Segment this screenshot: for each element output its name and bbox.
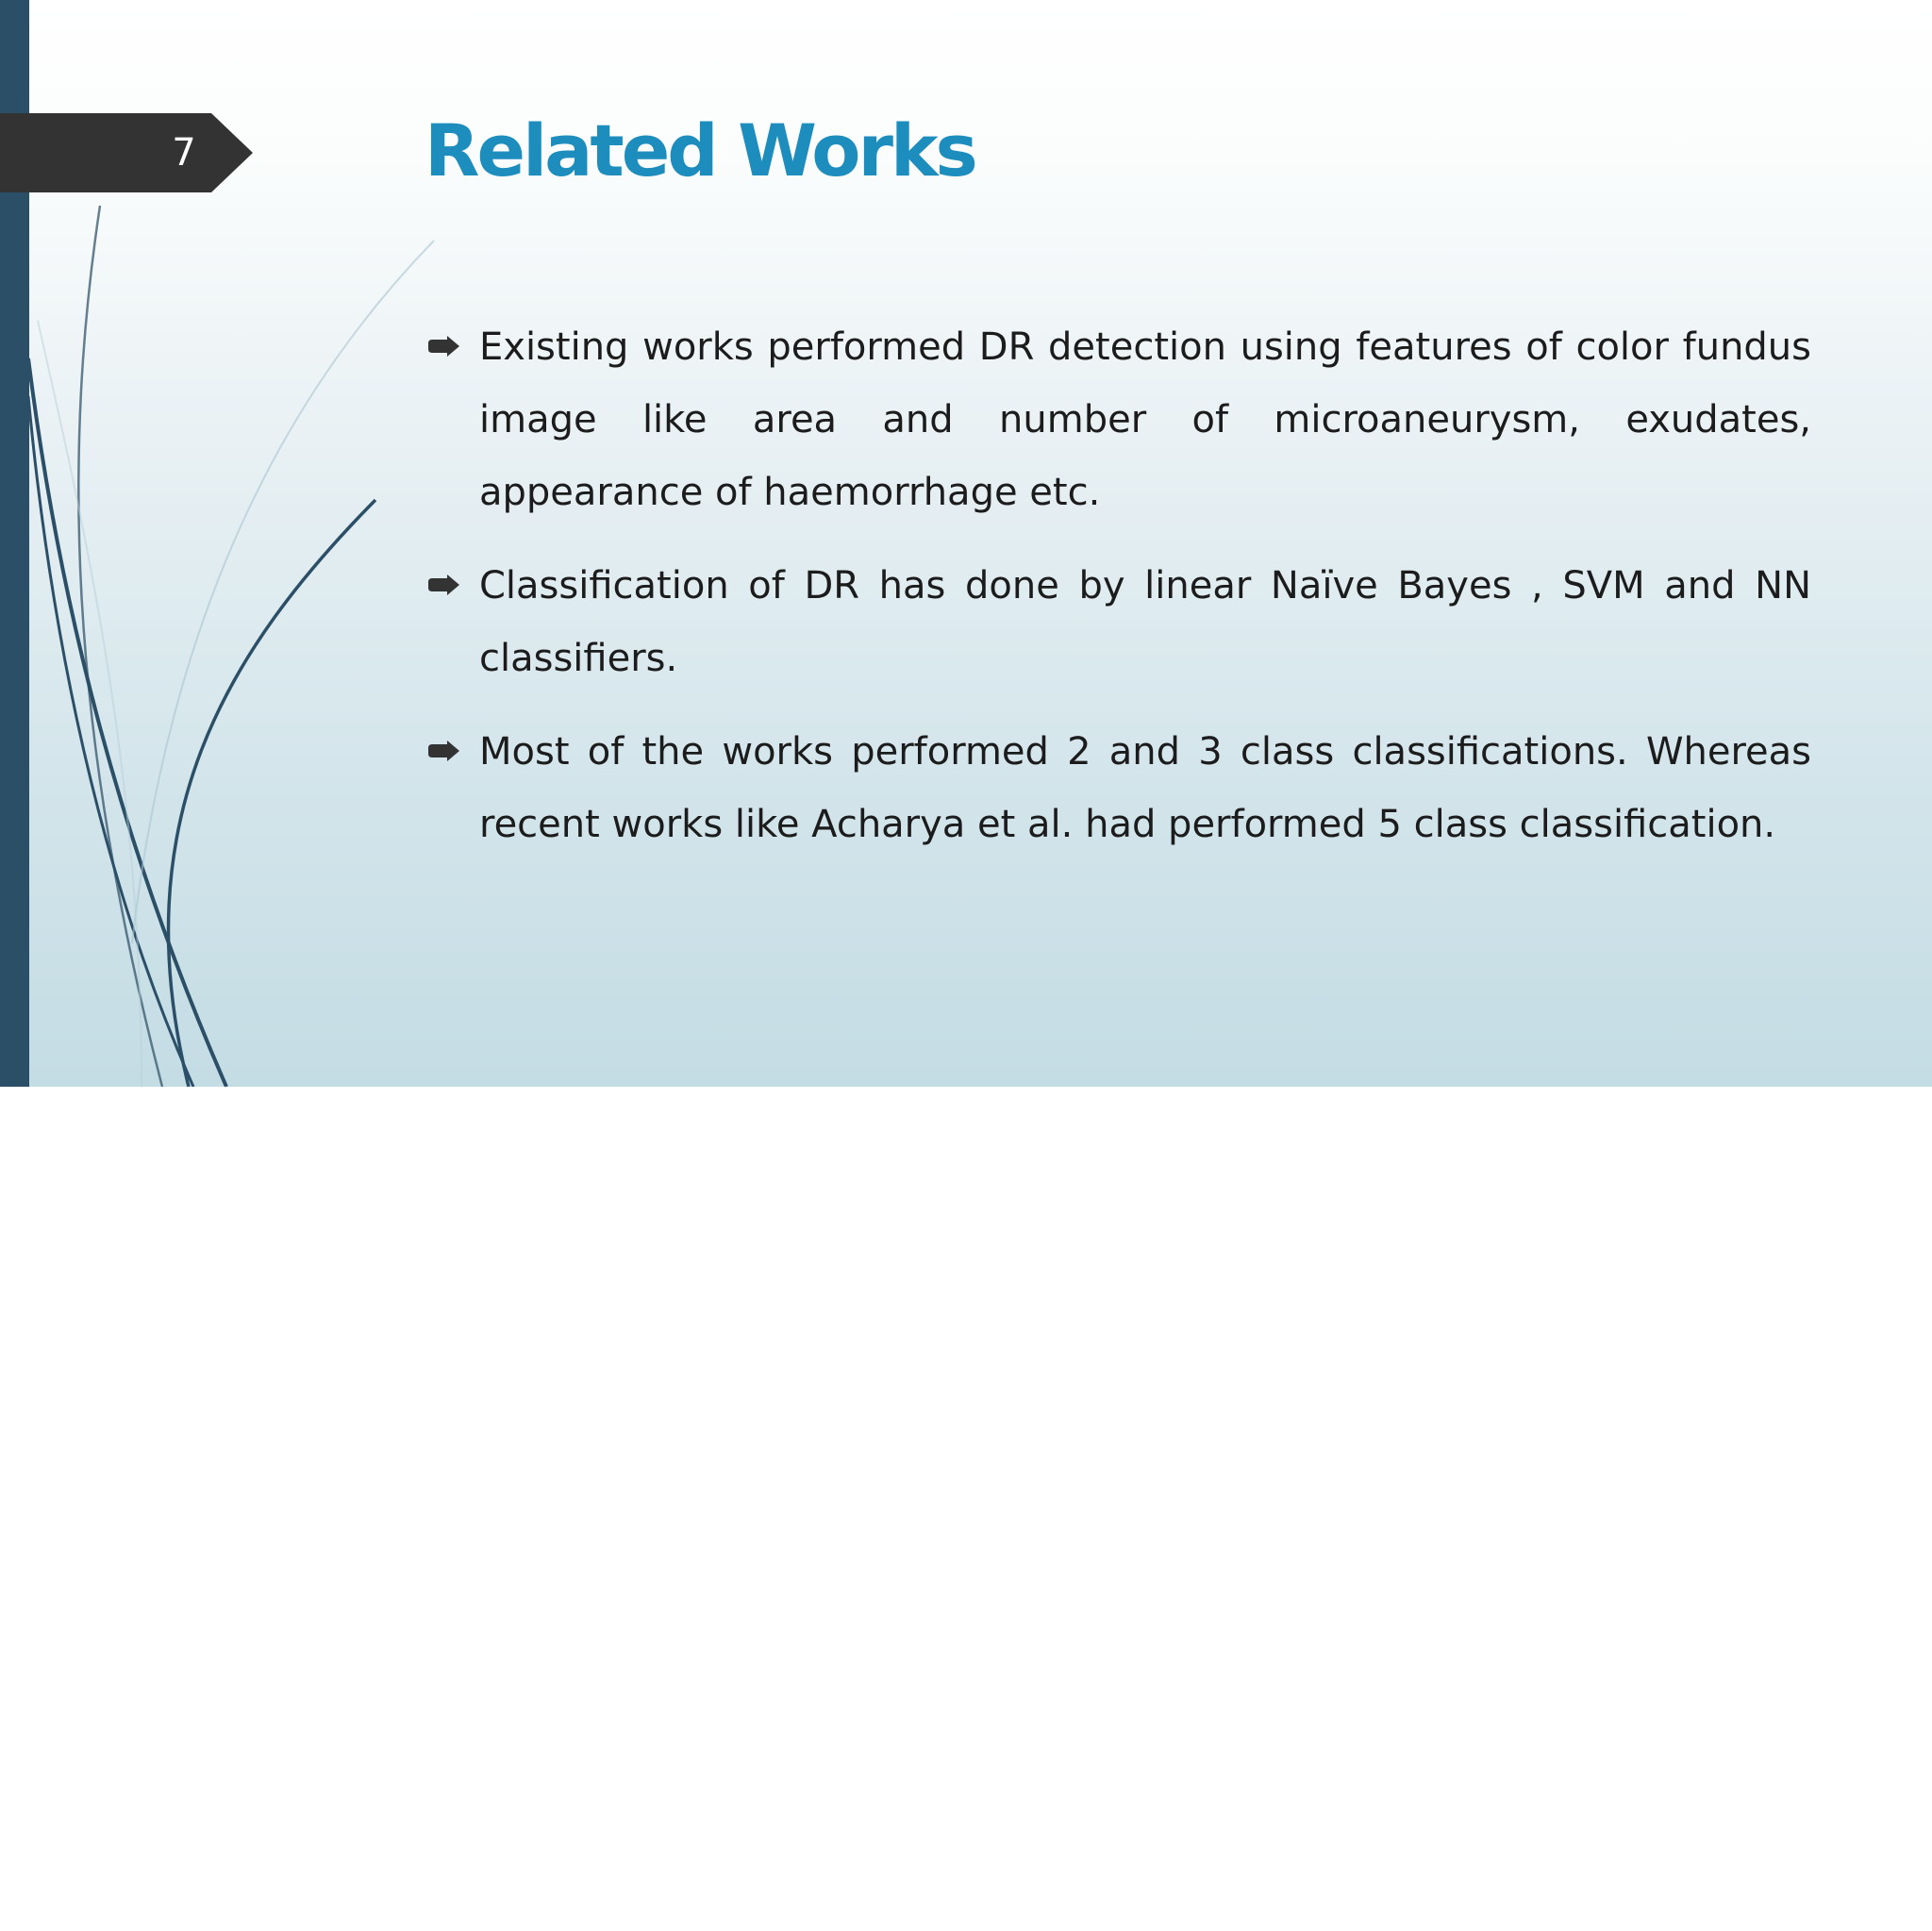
slide-number: 7 [172,131,196,175]
arrow-bullet-icon [428,574,460,595]
bullet-item [425,716,1811,861]
bullet-list [425,311,1811,882]
bullet-item [425,311,1811,529]
arrow-bullet-icon [428,741,460,761]
slide-number-tag [0,113,253,192]
slide-title: Related Works [425,108,975,192]
bullet-text: Most of the works performed 2 and 3 class classifications. Whereas recent works like Acharya et al. had performed 5 class classification. [479,730,1811,846]
bullet-text: Classification of DR has done by linear Naïve Bayes , SVM and NN classifiers. [479,564,1811,680]
arrow-bullet-icon [428,336,460,357]
bullet-item [425,550,1811,695]
bullet-text: Existing works performed DR detection using features of color fundus image like area and number of microaneurysm, exudates, appearance of haemorrhage etc. [479,325,1811,514]
